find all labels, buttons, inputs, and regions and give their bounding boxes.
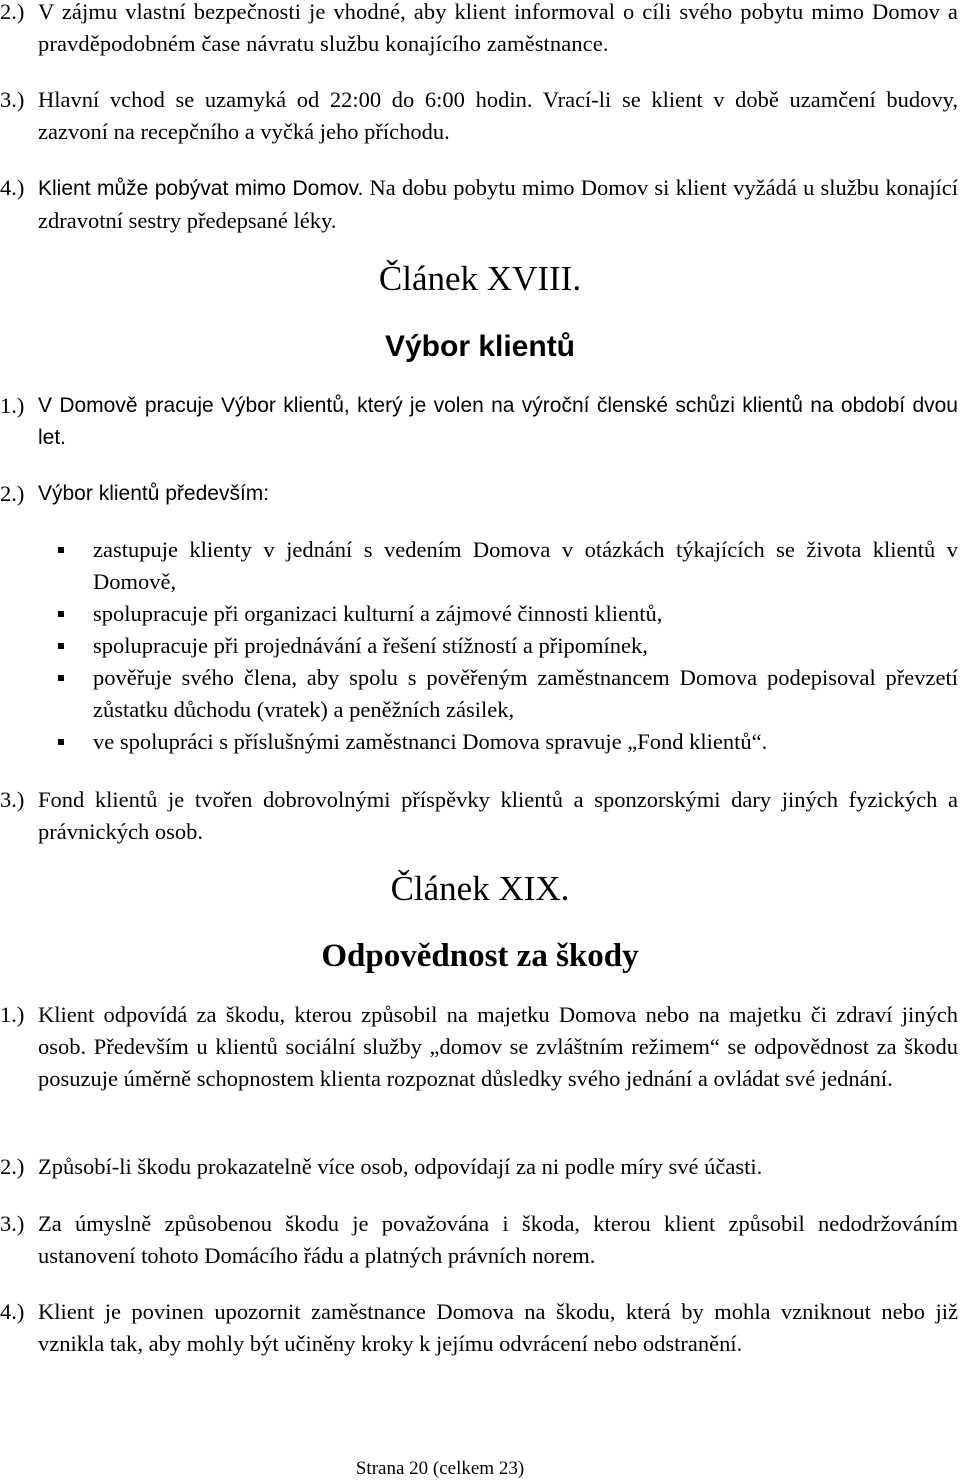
square-bullet-icon [58, 643, 64, 649]
paragraph-text [38, 172, 958, 237]
square-bullet-icon [58, 611, 64, 617]
paragraph-4 [0, 172, 958, 237]
list-item [0, 726, 958, 758]
list-item-text: spolupracuje při organizaci kulturní a zájmové činnosti klientů, [93, 601, 663, 626]
paragraph-text: Za úmyslně způsobenou škodu je považována i škoda, kterou klient způsobil nedodržováním ustanovení tohoto Domácího řádu a platných právních norem. [38, 1211, 958, 1268]
paragraph-text-serif: Na dobu pobytu mimo Domov si klient vyžádá u službu konající zdravotní sestry předepsané léky. [38, 175, 958, 233]
paragraph-number: 1.) [0, 393, 25, 418]
page-footer: Strana 20 (celkem 23) [355, 1458, 525, 1479]
paragraph-text: Hlavní vchod se uzamyká od 22:00 do 6:00 hodin. Vrací-li se klient v době uzamčení budovy, zazvoní na recepčního a vyčká jeho příchodu. [38, 87, 958, 144]
list-item [0, 534, 958, 598]
square-bullet-icon [58, 739, 64, 745]
article-19-paragraph-2 [0, 1151, 958, 1183]
committee-duties-list [0, 534, 958, 758]
paragraph-3 [0, 84, 958, 148]
list-item [0, 630, 958, 662]
article-18-title: Výbor klientů [384, 330, 576, 363]
list-item-text: ve spolupráci s příslušnými zaměstnanci Domova spravuje „Fond klientů“. [93, 729, 768, 754]
list-item-text: spolupracuje při projednávání a řešení stížností a připomínek, [93, 633, 648, 658]
paragraph-number: 3.) [0, 87, 25, 112]
paragraph-text: Klient odpovídá za škodu, kterou způsobil na majetku Domova nebo na majetku či zdraví jiných osob. Především u klientů sociální služby „domov se zvláštním režimem“ se odpovědnost za škodu posuzuje úměrně schopnostem klienta rozpoznat důsledky svého jednání a ovládat své jednání. [38, 1002, 958, 1091]
list-item-text: pověřuje svého člena, aby spolu s pověřeným zaměstnancem Domova podepisoval převzetí zůstatku důchodu (vratek) a peněžních zásilek, [93, 665, 958, 722]
list-item [0, 662, 958, 726]
article-19-paragraph-4 [0, 1296, 958, 1360]
square-bullet-icon [58, 675, 64, 681]
article-19-heading: Článek XIX. [390, 869, 570, 908]
paragraph-text: Fond klientů je tvořen dobrovolnými příspěvky klientů a sponzorskými dary jiných fyzických a právnických osob. [38, 787, 958, 844]
paragraph-text: Způsobí-li škodu prokazatelně více osob, odpovídají za ni podle míry své účasti. [38, 1154, 763, 1179]
paragraph-text: Výbor klientů především: [38, 482, 270, 505]
paragraph-number: 2.) [0, 0, 25, 24]
list-item-text: zastupuje klienty v jednání s vedením Domova v otázkách týkajících se života klientů v Domově, [93, 537, 958, 594]
paragraph-number: 3.) [0, 787, 25, 812]
paragraph-2 [0, 0, 958, 60]
paragraph-number: 2.) [0, 1154, 25, 1179]
paragraph-text: V Domově pracuje Výbor klientů, který je volen na výroční členské schůzi klientů na období dvou let. [38, 394, 958, 449]
article-19-title: Odpovědnost za škody [321, 938, 639, 974]
paragraph-text: V zájmu vlastní bezpečnosti je vhodné, aby klient informoval o cíli svého pobytu mimo Domov a pravděpodobném čase návratu službu konajícího zaměstnance. [38, 0, 958, 56]
paragraph-number: 4.) [0, 1299, 25, 1324]
article-19-paragraph-3 [0, 1208, 958, 1272]
article-18-paragraph-3 [0, 784, 958, 848]
list-item [0, 598, 958, 630]
square-bullet-icon [58, 547, 64, 553]
article-18-paragraph-2 [0, 478, 958, 510]
paragraph-text-sans: Klient může pobývat mimo Domov. [38, 177, 364, 200]
paragraph-text: Klient je povinen upozornit zaměstnance Domova na škodu, která by mohla vzniknout nebo již vznikla tak, aby mohly být učiněny kroky k jejímu odvrácení nebo odstranění. [38, 1299, 958, 1356]
article-18-heading: Článek XVIII. [378, 259, 582, 298]
paragraph-number: 2.) [0, 481, 25, 506]
paragraph-number: 1.) [0, 1002, 25, 1027]
article-18-paragraph-1 [0, 390, 958, 454]
article-19-paragraph-1 [0, 999, 958, 1095]
paragraph-number: 3.) [0, 1211, 25, 1236]
paragraph-number: 4.) [0, 175, 25, 200]
